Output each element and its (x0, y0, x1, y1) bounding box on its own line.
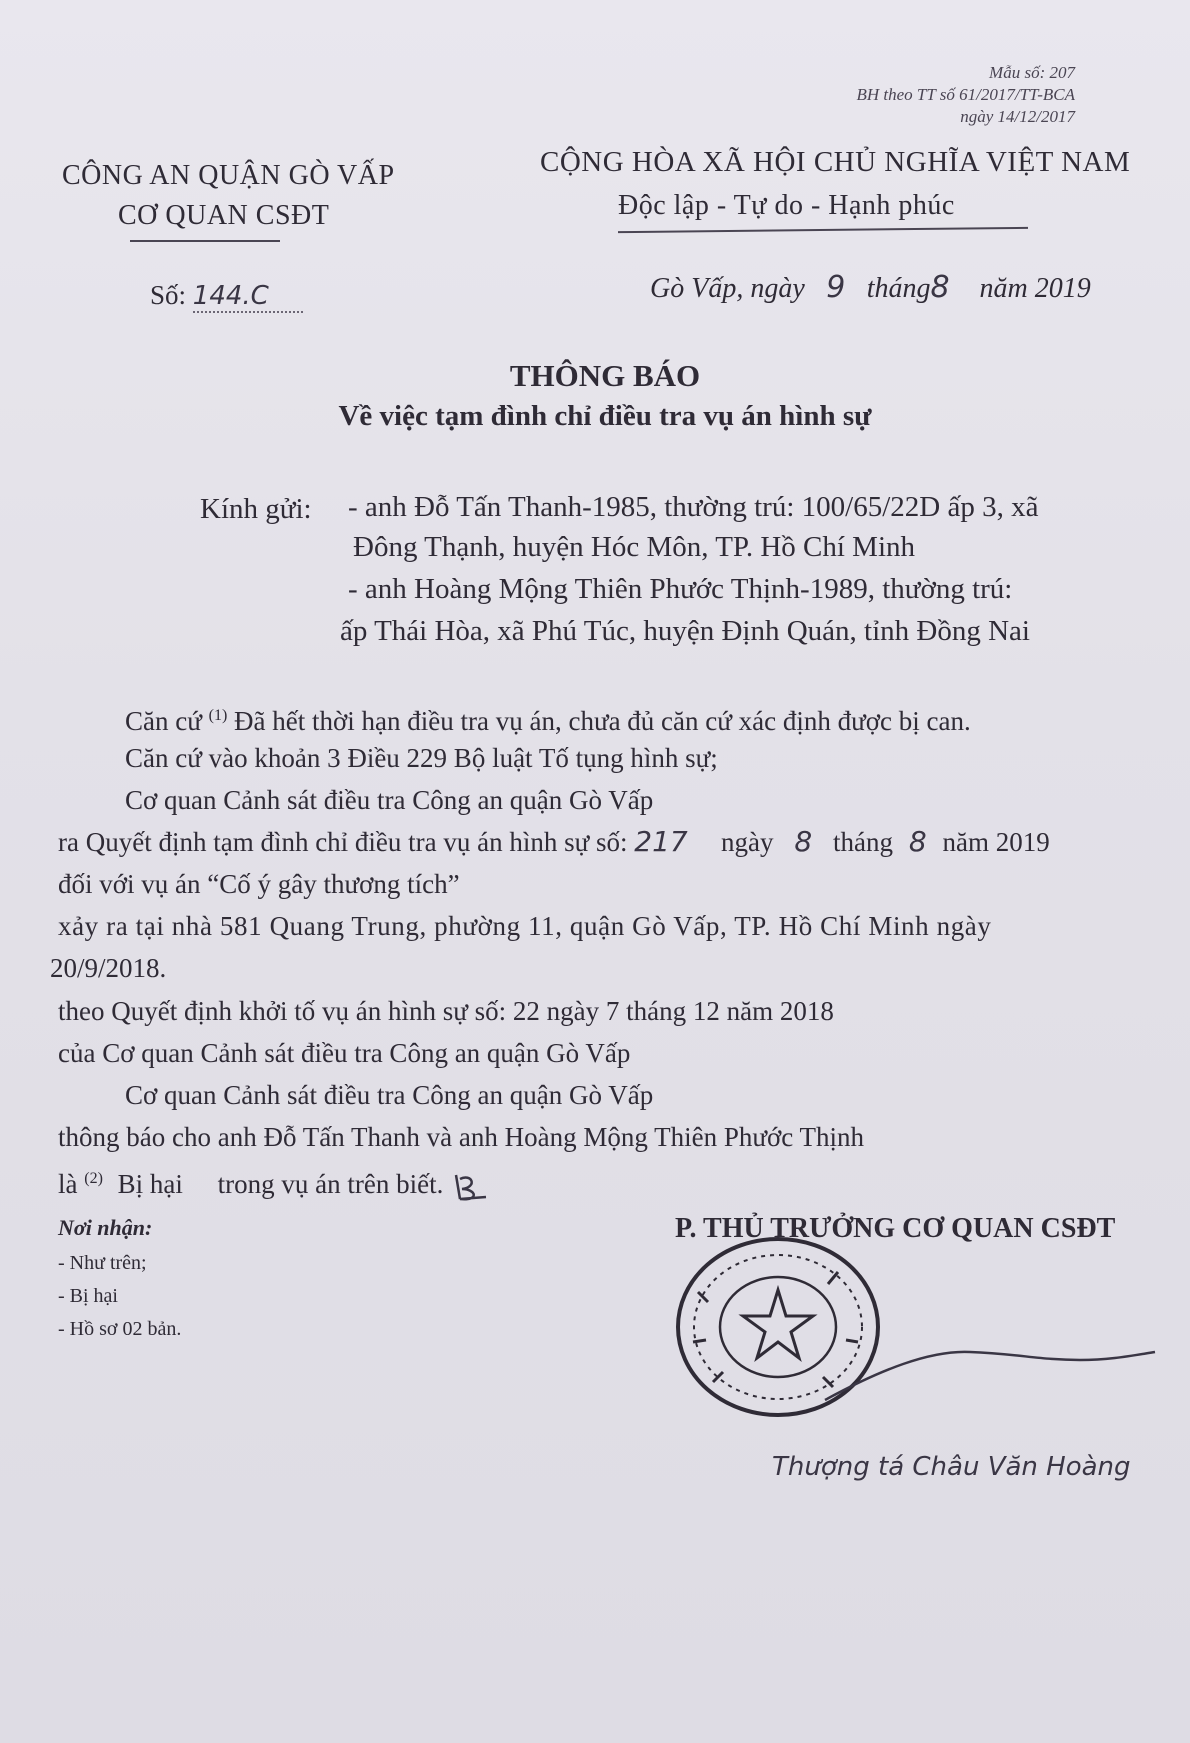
signer-name: Thượng tá Châu Văn Hoàng (772, 1452, 1131, 1482)
footnote-2-marker: (2) (84, 1170, 103, 1187)
role-prefix: là (58, 1169, 78, 1199)
decision-year: năm 2019 (942, 827, 1050, 857)
motto-underline (618, 227, 1028, 233)
basis-1-prefix: Căn cứ (125, 706, 202, 736)
distribution-item-2: - Bị hại (58, 1285, 118, 1307)
agency-underline (130, 240, 280, 242)
form-code-line1: Mẫu số: 207 (989, 63, 1075, 82)
form-code-line2: BH theo TT số 61/2017/TT-BCA (856, 85, 1075, 104)
doc-number (150, 280, 303, 313)
agency-line-2: Cơ quan Cảnh sát điều tra Công an quận Gò Vấp (125, 1080, 654, 1110)
place-date-month: 8 (930, 270, 950, 305)
document-title: THÔNG BÁO (509, 358, 701, 393)
distribution-item-3: - Hồ sơ 02 bản. (58, 1318, 182, 1340)
distribution-item-1: - Như trên; (58, 1252, 147, 1274)
recipient-line-4: ấp Thái Hòa, xã Phú Túc, huyện Định Quán, tỉnh Đồng Nai (340, 615, 1030, 647)
place-date-day: 9 (826, 270, 846, 305)
decision-month: 8 (908, 825, 927, 858)
decision-number: 217 (634, 825, 688, 858)
doc-number-value: 144.C (193, 281, 303, 313)
agency-unit: CƠ QUAN CSĐT (118, 200, 330, 231)
nation-name: CỘNG HÒA XÃ HỘI CHỦ NGHĨA VIỆT NAM (540, 146, 1131, 178)
basis-1-text: Đã hết thời hạn điều tra vụ án, chưa đủ căn cứ xác định được bị can. (234, 706, 971, 736)
recipients-label: Kính gửi: (200, 493, 312, 525)
location-line: xảy ra tại nhà 581 Quang Trung, phường 11, quận Gò Vấp, TP. Hồ Chí Minh ngày (58, 911, 992, 941)
doc-number-label: Số: (150, 280, 187, 310)
decision-day: 8 (794, 825, 813, 858)
agency-line-1: Cơ quan Cảnh sát điều tra Công an quận Gò Vấp (125, 785, 654, 815)
document-subtitle: Về việc tạm đình chỉ điều tra vụ án hình sự (338, 400, 872, 432)
decision-line (58, 821, 1050, 863)
prosecution-line: theo Quyết định khởi tố vụ án hình sự số: 22 ngày 7 tháng 12 năm 2018 (58, 996, 834, 1026)
recipient-line-3: - anh Hoàng Mộng Thiên Phước Thịnh-1989, thường trú: (348, 573, 1013, 605)
decision-day-label: ngày (721, 827, 774, 857)
signer-title: P. THỦ TRƯỞNG CƠ QUAN CSĐT (675, 1213, 1116, 1244)
place-date-place: Gò Vấp, ngày (650, 273, 805, 304)
date-line: 20/9/2018. (50, 953, 167, 983)
recipient-line-1: - anh Đỗ Tấn Thanh-1985, thường trú: 100/65/22D ấp 3, xã (348, 491, 1039, 523)
role-line (58, 1158, 490, 1205)
distribution-heading: Nơi nhận: (58, 1215, 153, 1240)
case-line: đối với vụ án “Cố ý gây thương tích” (58, 869, 460, 899)
basis-2: Căn cứ vào khoản 3 Điều 229 Bộ luật Tố tụng hình sự; (125, 743, 718, 773)
role-suffix: trong vụ án trên biết. (217, 1169, 444, 1199)
recipient-line-2: Đông Thạnh, huyện Hóc Môn, TP. Hồ Chí Minh (353, 531, 916, 563)
footnote-1-marker: (1) (208, 707, 228, 724)
decision-month-label: tháng (833, 827, 894, 857)
basis-1 (125, 695, 971, 742)
place-date (650, 270, 1091, 305)
place-date-month-label: tháng (866, 273, 931, 304)
signature-stroke-icon (820, 1330, 1160, 1410)
notify-line: thông báo cho anh Đỗ Tấn Thanh và anh Hoàng Mộng Thiên Phước Thịnh (58, 1122, 865, 1152)
decision-prefix: ra Quyết định tạm đình chỉ điều tra vụ án hình sự số: (58, 827, 628, 857)
role-value: Bị hại (117, 1169, 183, 1199)
agency-name: CÔNG AN QUẬN GÒ VẤP (62, 160, 395, 191)
form-code (856, 62, 1075, 128)
issuer-line: của Cơ quan Cảnh sát điều tra Công an quận Gò Vấp (58, 1038, 631, 1068)
form-code-line3: ngày 14/12/2017 (960, 107, 1075, 126)
place-date-year: năm 2019 (979, 273, 1091, 304)
initial-mark-icon (450, 1169, 490, 1205)
nation-motto: Độc lập - Tự do - Hạnh phúc (618, 190, 955, 221)
